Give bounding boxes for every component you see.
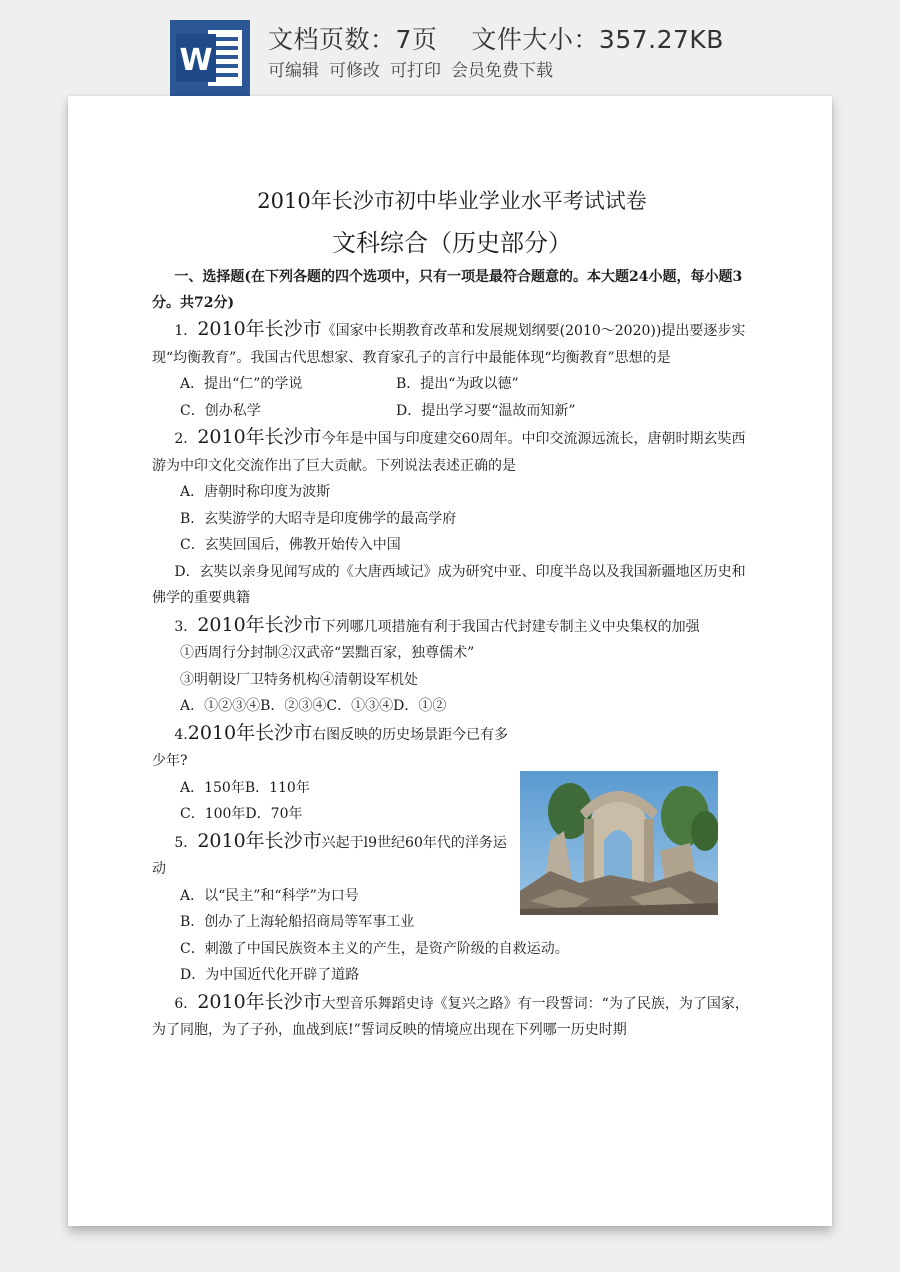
- word-icon-letter: W: [179, 43, 213, 78]
- file-meta: [268, 20, 724, 56]
- feature-member-download: 会员免费下载: [451, 61, 553, 81]
- question-4: 4.2010年长沙市右图反映的历史场景距今已有多少年?: [152, 721, 509, 769]
- question-5-option-d: D．为中国近代化开辟了道路: [180, 967, 360, 983]
- question-5-option-b: B．创办了上海轮船招商局等军事工业: [180, 914, 415, 930]
- ruins-photo: [520, 771, 718, 915]
- question-3-items-1: ①西周行分封制②汉武帝“罢黜百家，独尊儒术”: [180, 645, 475, 661]
- question-source: 2010年长沙市: [187, 721, 313, 744]
- document-page: [68, 96, 832, 1226]
- question-1-options-cd: C．创办私学 D．提出学习要“温故而知新”: [180, 402, 576, 419]
- header: [0, 0, 900, 96]
- question-source: 2010年长沙市: [197, 829, 322, 852]
- question-5: 5．2010年长沙市兴起于l9世纪60年代的洋务运动: [152, 829, 507, 877]
- question-6: 6．2010年长沙市大型音乐舞蹈史诗《复兴之路》有一段誓词：“为了民族，为了国家，为了同胞，为了子孙，血战到底!”誓词反映的情境应出现在下列哪一历史时期: [152, 990, 749, 1038]
- question-2: 2．2010年长沙市今年是中国与印度建交60周年。中印交流源远流长，唐朝时期玄奘西游为中印文化交流作出了巨大贡献。下列说法表述正确的是: [152, 426, 746, 474]
- question-5-option-c: C．刺激了中国民族资本主义的产生，是资产阶级的自救运动。: [180, 940, 569, 957]
- page-count: 文档页数：7页: [268, 25, 438, 54]
- question-4-options-ab: A．150年B．110年: [180, 779, 310, 796]
- word-icon: [170, 20, 250, 96]
- feature-modifiable: 可修改: [329, 61, 380, 81]
- question-2-option-d: D．玄奘以亲身见闻写成的《大唐西域记》成为研究中亚、印度半岛以及我国新疆地区历史和佛学的重要典籍: [152, 563, 746, 606]
- question-3-options: A．①②③④B．②③④C．①③④D．①②: [180, 698, 447, 714]
- question-2-option-b: B．玄奘游学的大昭寺是印度佛学的最高学府: [180, 510, 457, 527]
- question-4-options-cd: C．100年D．70年: [180, 806, 303, 822]
- page-title: 2010年长沙市初中毕业学业水平考试试卷: [257, 189, 647, 213]
- file-size: 文件大小：357.27KB: [471, 25, 724, 54]
- question-1: 1．2010年长沙市《国家中长期教育改革和发展规划纲要(2010～2020))提出要逐步实现“均衡教育”。我国古代思想家、教育家孔子的言行中最能体现“均衡教育”思想的是: [152, 318, 746, 366]
- question-3-items-2: ③明朝设厂卫特务机构④清朝设军机处: [180, 671, 418, 688]
- feature-editable: 可编辑: [268, 61, 319, 81]
- question-5-option-a: A．以“民主”和“科学”为口号: [180, 887, 359, 904]
- question-source: 2010年长沙市: [197, 613, 322, 636]
- question-2-option-c: C．玄奘回国后，佛教开始传入中国: [180, 537, 401, 553]
- section-heading: 一、选择题(在下列各题的四个选项中，只有一项是最符合题意的。本大题24小题，每小题3分。共72分): [152, 269, 743, 311]
- question-source: 2010年长沙市: [197, 990, 322, 1013]
- question-source: 2010年长沙市: [197, 426, 322, 448]
- feature-printable: 可打印: [390, 61, 441, 81]
- feature-list: [268, 56, 553, 81]
- document-content: [152, 186, 752, 1044]
- question-1-options-ab: A．提出“仁”的学说 B．提出“为政以德”: [180, 376, 519, 392]
- page-subtitle: 文科综合（历史部分）: [332, 229, 572, 257]
- question-3: 3．2010年长沙市下列哪几项措施有利于我国古代封建专制主义中央集权的加强: [174, 613, 700, 636]
- question-source: 2010年长沙市: [197, 318, 322, 340]
- question-2-option-a: A．唐朝时称印度为波斯: [180, 484, 331, 500]
